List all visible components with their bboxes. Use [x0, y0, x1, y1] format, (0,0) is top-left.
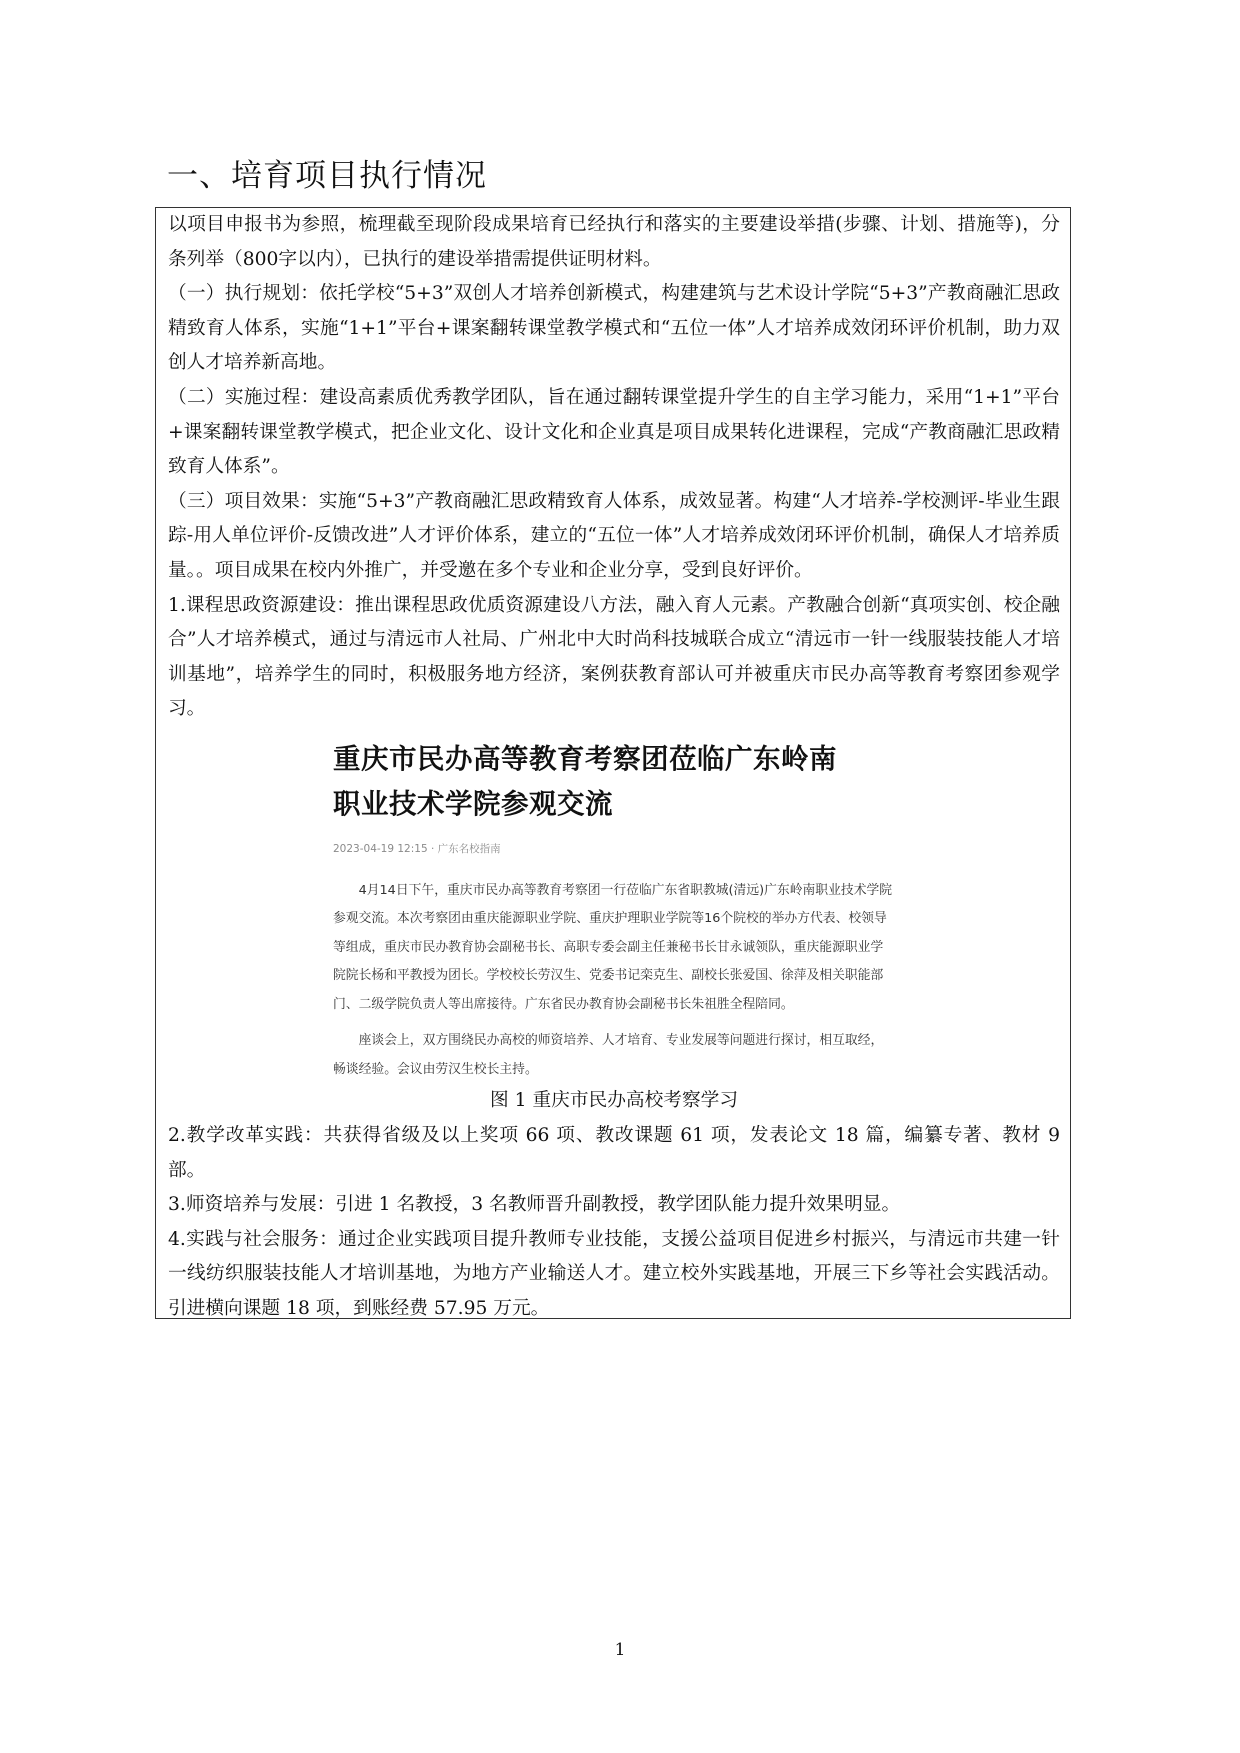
social-service-paragraph: 4.实践与社会服务：通过企业实践项目提升教师专业技能，支援公益项目促进乡村振兴，与清远市共建一针一线纺织服装技能人才培训基地，为地方产业输送人才。建立校外实践基地，开展三下乡等社会实践活动。引进横向课题 18 项，到账经费 57.95 万元。 [168, 1228, 1060, 1319]
page-number: 1 [614, 1640, 626, 1660]
figure-1 [168, 737, 1060, 1119]
instruction-paragraph: 以项目申报书为参照，梳理截至现阶段成果培育已经执行和落实的主要建设举措(步骤、计划、措施等)，分条列举（800字以内），已执行的建设举措需提供证明材料。 [168, 214, 1060, 270]
news-title-line2: 职业技术学院参观交流 [333, 787, 613, 820]
content-box [155, 207, 1071, 1319]
news-body-paragraph-1: 4月14日下午，重庆市民办高等教育考察团一行莅临广东省职教城(清远)广东岭南职业技术学院参观交流。本次考察团由重庆能源职业学院、重庆护理职业学院等16个院校的举办方代表、校领导等组成，重庆市民办教育协会副秘书长、高职专委会副主任兼秘书长甘永诚领队，重庆能源职业学院院长杨和平教授为团长。学校校长劳汉生、党委书记栾克生、副校长张爱国、徐萍及相关职能部门、二级学院负责人等出席接待。广东省民办教育协会副秘书长朱祖胜全程陪同。 [333, 882, 893, 1012]
teaching-reform-paragraph: 2.教学改革实践：共获得省级及以上奖项 66 项、教改课题 61 项，发表论文 18 篇，编纂专著、教材 9 部。 [168, 1125, 1060, 1181]
news-title-line1: 重庆市民办高等教育考察团莅临广东岭南 [333, 742, 837, 775]
news-meta: 2023-04-19 12:15 · 广东名校指南 [333, 842, 501, 855]
project-effect-paragraph: （三）项目效果：实施“5+3”产教商融汇思政精致育人体系，成效显著。构建“人才培养-学校测评-毕业生跟踪-用人单位评价-反馈改进”人才评价体系，建立的“五位一体”人才培养成效闭环评价机制，确保人才培养质量。。项目成果在校内外推广，并受邀在多个专业和企业分享，受到良好评价。 [168, 490, 1060, 581]
section-heading: 一、培育项目执行情况 [167, 158, 487, 194]
faculty-development-paragraph: 3.师资培养与发展：引进 1 名教授，3 名教师晋升副教授，教学团队能力提升效果明显。 [168, 1194, 901, 1216]
ideological-resources-paragraph: 1.课程思政资源建设：推出课程思政优质资源建设八方法，融入育人元素。产教融合创新“真项实创、校企融合”人才培养模式，通过与清远市人社局、广州北中大时尚科技城联合成立“清远市一针一线服装技能人才培训基地”，培养学生的同时，积极服务地方经济，案例获教育部认可并被重庆市民办高等教育考察团参观学习。 [168, 594, 1060, 720]
figure-caption: 图 1 重庆市民办高校考察学习 [489, 1090, 739, 1112]
news-screenshot [333, 737, 895, 1085]
implementation-process-paragraph: （二）实施过程：建设高素质优秀教学团队，旨在通过翻转课堂提升学生的自主学习能力，采用“1+1”平台+课案翻转课堂教学模式，把企业文化、设计文化和企业真是项目成果转化进课程，完成“产教商融汇思政精致育人体系”。 [168, 386, 1060, 478]
execution-plan-paragraph: （一）执行规划：依托学校“5+3”双创人才培养创新模式，构建建筑与艺术设计学院“5+3”产教商融汇思政精致育人体系，实施“1+1”平台+课案翻转课堂教学模式和“五位一体”人才培养成效闭环评价机制，助力双创人才培养新高地。 [168, 283, 1060, 374]
news-body-paragraph-2: 座谈会上，双方围绕民办高校的师资培养、人才培育、专业发展等问题进行探讨，相互取经，畅谈经验。会议由劳汉生校长主持。 [333, 1033, 884, 1077]
